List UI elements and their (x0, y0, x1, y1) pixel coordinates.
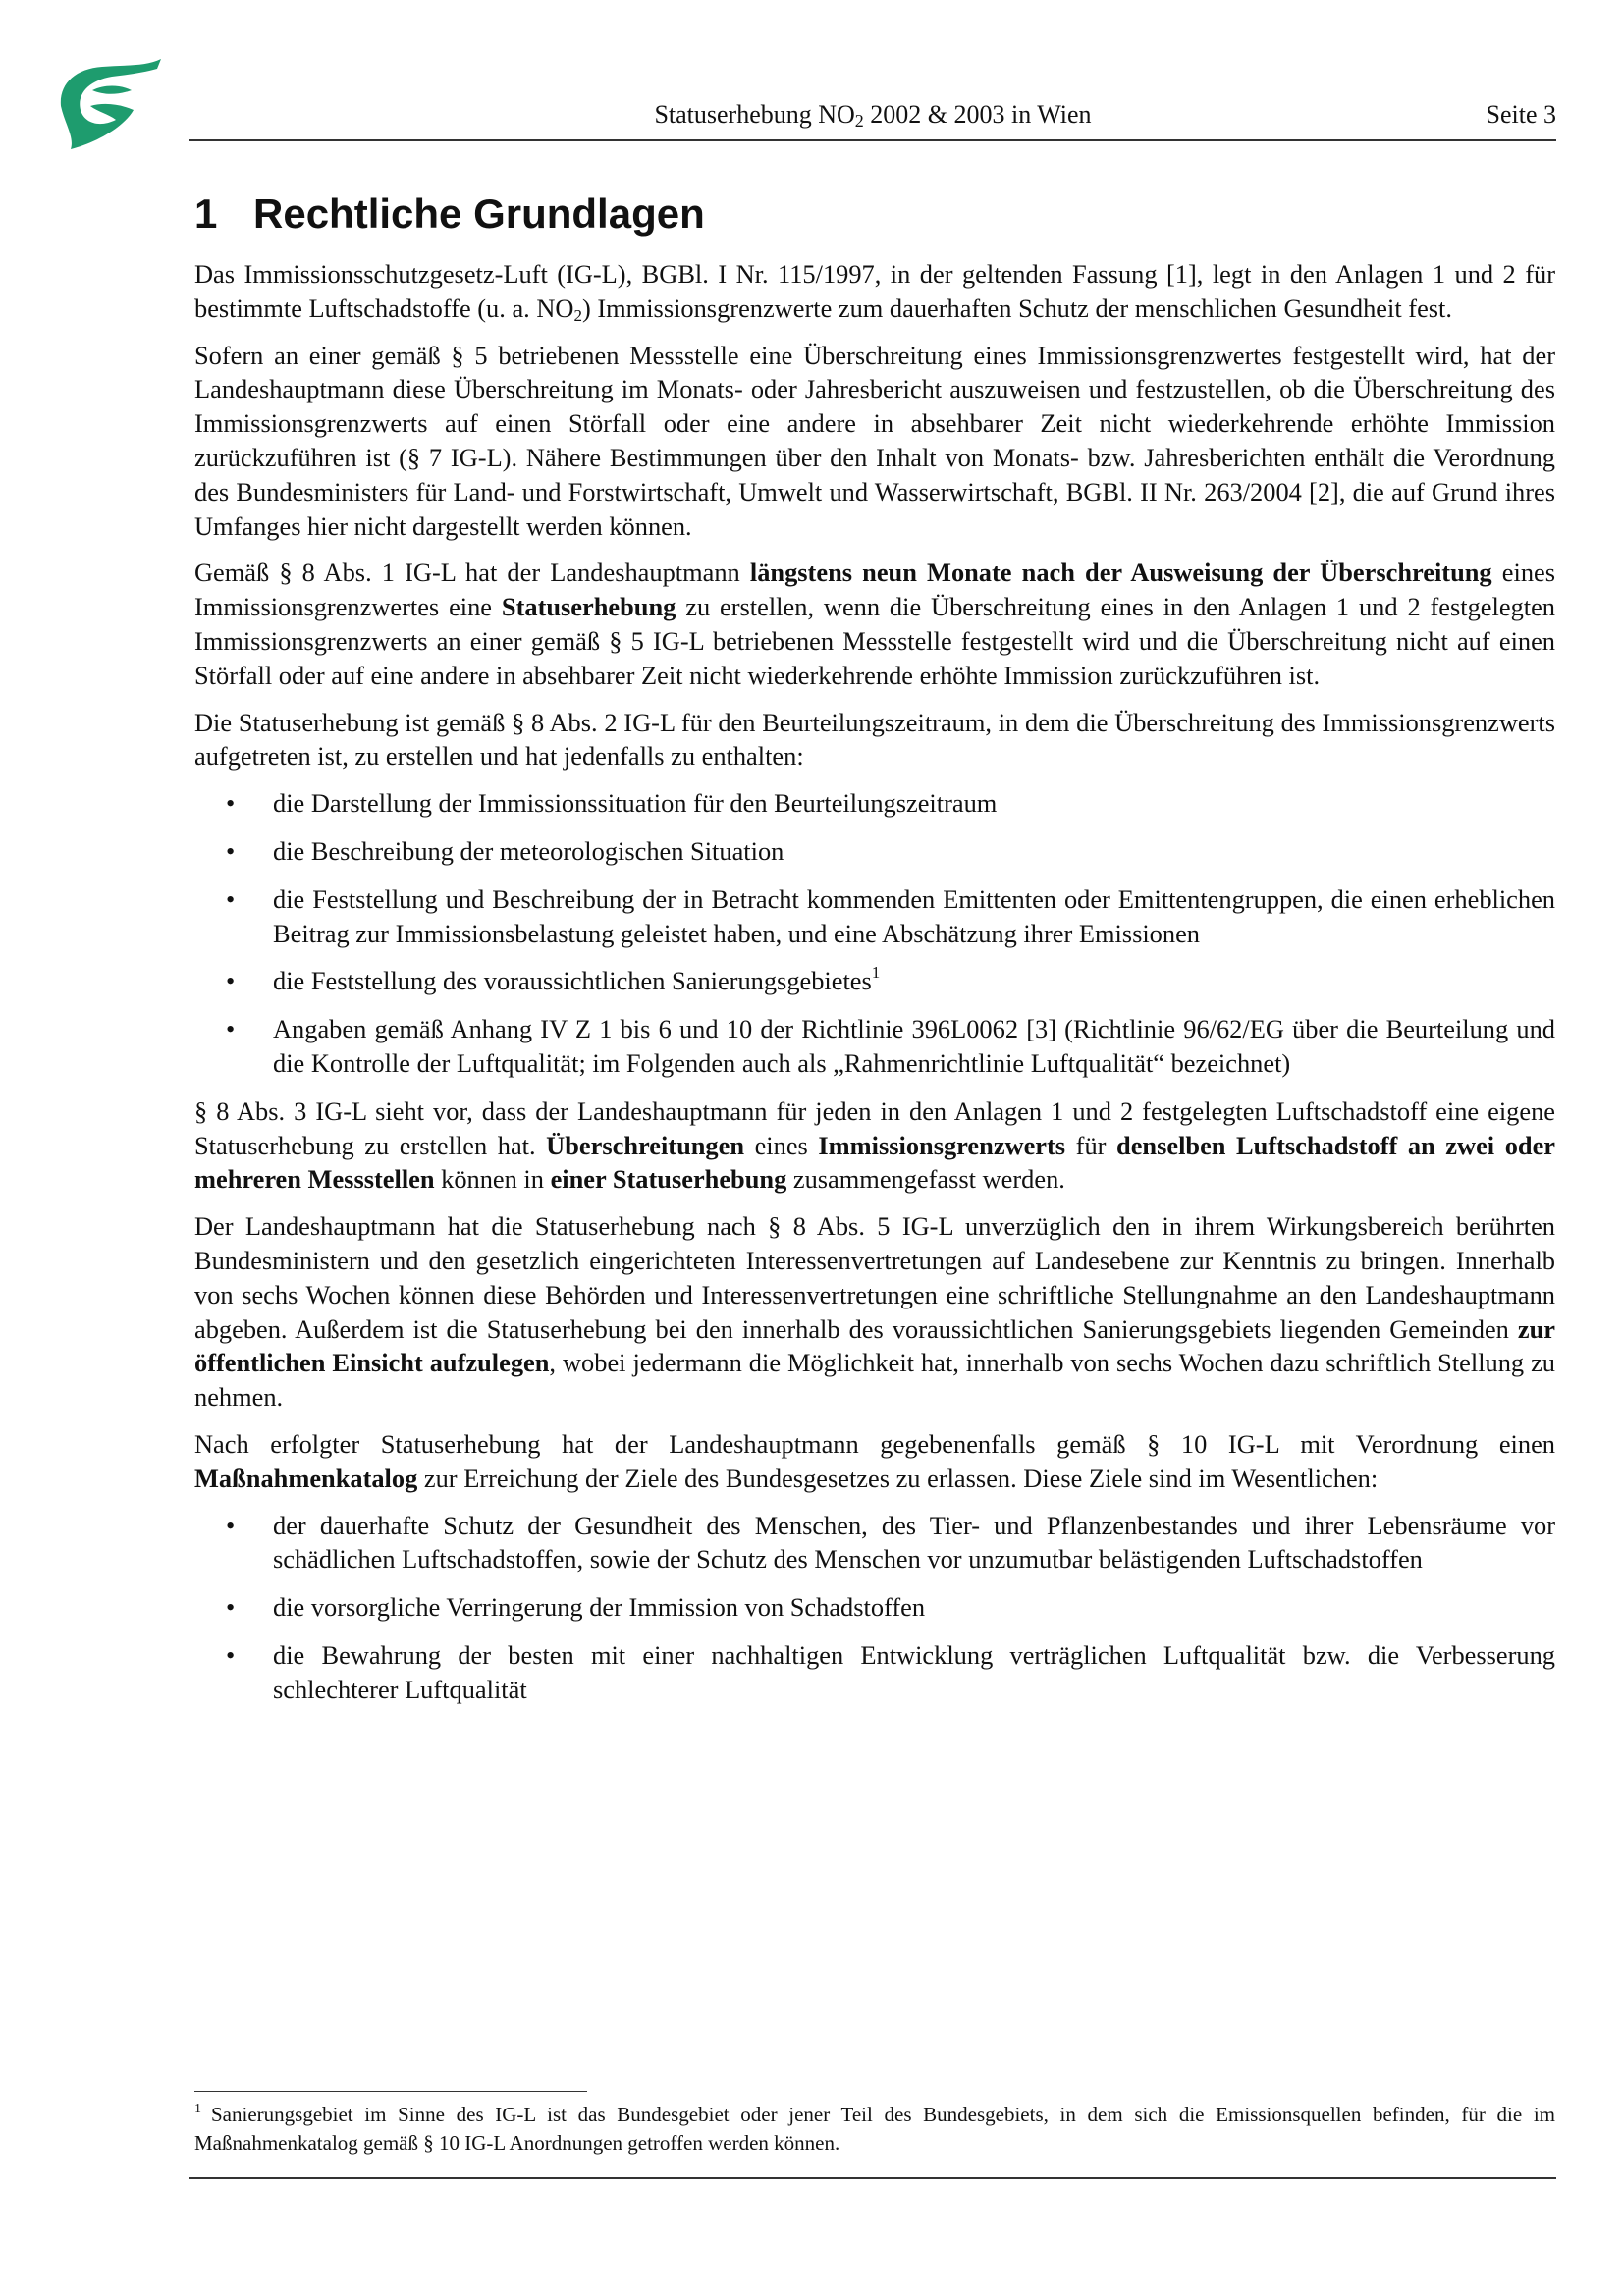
page-number: Seite 3 (1486, 100, 1556, 129)
requirements-list (194, 786, 1555, 1081)
footnote-divider (194, 2091, 587, 2092)
document-body (194, 187, 1555, 1720)
page-header (189, 96, 1556, 141)
footnote-number: 1 (194, 2102, 201, 2116)
paragraph-1: Das Immissionsschutzgesetz-Luft (IG-L), BGBl. I Nr. 115/1997, in der geltenden Fassung [1], legt in den Anlagen 1 und 2 für bestimmte Luftschadstoffe (u. a. $NO_2$) Immissionsgrenzwerte zum dauerhaften Schutz der menschlichen Gesundheit fest. (194, 259, 1555, 325)
footnote-reference[interactable]: 1 (871, 963, 881, 983)
list-item: • die Beschreibung der meteorologischen Situation (226, 835, 784, 866)
header-title: Statuserhebung $NO_2$ 2002 & 2003 in Wien (654, 100, 1092, 131)
section-number: 1 (194, 190, 218, 237)
list-item: • die vorsorgliche Verringerung der Immission von Schadstoffen (226, 1592, 926, 1623)
section-heading (194, 187, 1555, 241)
section-title: Rechtliche Grundlagen (253, 190, 705, 237)
page-bottom-divider (189, 2177, 1556, 2179)
paragraph-3: Gemäß § 8 Abs. 1 IG-L hat der Landeshauptmann längstens neun Monate nach der Ausweisung der Überschreitung eines Immissionsgrenzwertes eine Statuserhebung zu erstellen, wenn die Überschreitung eines in den Anlagen 1 und 2 festgelegten Immissionsgrenzwerts an einer gemäß § 5 IG-L betriebenen Messstelle festgestellt wird und die Überschreitung nicht auf einen Störfall oder auf eine andere in absehbarer Zeit nicht wiederkehrende erhöhte Immission zurückzuführen ist. (194, 558, 1556, 690)
footnote-text: Sanierungsgebiet im Sinne des IG-L ist das Bundesgebiet oder jener Teil des Bundesgebiets, in dem sich die Emissionsquellen befinden, für die im Maßnahmenkatalog gemäß § 10 IG-L Anordnungen getroffen werden können. (194, 2103, 1555, 2155)
paragraph-2: Sofern an einer gemäß § 5 betriebenen Messstelle eine Überschreitung eines Immissionsgrenzwertes festgestellt wird, hat der Landeshauptmann diese Überschreitung im Monats- oder Jahresbericht auszuweisen und festzustellen, ob die Überschreitung des Immissionsgrenzwerts auf einen Störfall oder eine andere in absehbarer Zeit nicht wiederkehrende erhöhte Immission zurückzuführen ist (§ 7 IG-L). Nähere Bestimmungen über den Inhalt von Monats- bzw. Jahresberichten enthält die Verordnung des Bundesministers für Land- und Forstwirtschaft, Umwelt und Wasserwirtschaft, BGBl. II Nr. 263/2004 [2], die auf Grund ihres Umfanges hier nicht dargestellt werden können. (194, 340, 1555, 541)
footnote (194, 2101, 1555, 2158)
list-item: • die Bewahrung der besten mit einer nachhaltigen Entwicklung verträglichen Luftqualität bzw. die Verbesserung schlechterer Luftqualität (226, 1639, 1555, 1704)
list-item: • die Darstellung der Immissionssituation für den Beurteilungszeitraum (226, 788, 998, 819)
list-item: • die Feststellung des voraussichtlichen Sanierungsgebietes$^1$ (226, 963, 881, 996)
paragraph-6: Der Landeshauptmann hat die Statuserhebung nach § 8 Abs. 5 IG-L unverzüglich den in ihrem Wirkungsbereich berührten Bundesministern und den gesetzlich eingerichteten Interessenvertretungen auf Landesebene zur Kenntnis zu bringen. Innerhalb von sechs Wochen können diese Behörden und Interessenvertretungen eine schriftliche Stellungnahme an den Landeshauptmann abgeben. Außerdem ist die Statuserhebung bei den innerhalb des voraussichtlichen Sanierungsgebiets liegenden Gemeinden zur öffentlichen Einsicht aufzulegen, wobei jedermann die Möglichkeit hat, innerhalb von sechs Wochen dazu schriftlich Stellung zu nehmen. (194, 1211, 1556, 1413)
list-item: • der dauerhafte Schutz der Gesundheit des Menschen, des Tier- und Pflanzenbestandes und ihrer Lebensräume vor schädlichen Luftschadstoffen, sowie der Schutz des Menschen vor unzumutbar belästigenden Luftschadstoffen (226, 1510, 1555, 1575)
paragraph-7: Nach erfolgter Statuserhebung hat der Landeshauptmann gegebenenfalls gemäß § 10 IG-L mit Verordnung einen Maßnahmenkatalog zur Erreichung der Ziele des Bundesgesetzes zu erlassen. Diese Ziele sind im Wesentlichen: (194, 1428, 1555, 1493)
paragraph-4: Die Statuserhebung ist gemäß § 8 Abs. 2 IG-L für den Beurteilungszeitraum, in dem die Überschreitung des Immissionsgrenzwerts aufgetreten ist, zu erstellen und hat jedenfalls zu enthalten: (194, 707, 1555, 772)
goals-list (194, 1509, 1555, 1707)
logo-icon (55, 55, 165, 153)
paragraph-5: § 8 Abs. 3 IG-L sieht vor, dass der Landeshauptmann für jeden in den Anlagen 1 und 2 festgelegten Luftschadstoff eine eigene Statuserhebung zu erstellen hat. Überschreitungen eines Immissionsgrenzwerts für denselben Luftschadstoff an zwei oder mehreren Messstellen können in einer Statuserhebung zusammengefasst werden. (194, 1095, 1555, 1195)
list-item: • die Feststellung und Beschreibung der in Betracht kommenden Emittenten oder Emittentengruppen, die einen erheblichen Beitrag zur Immissionsbelastung geleistet haben, und eine Abschätzung ihrer Emissionen (226, 883, 1555, 948)
list-item: • Angaben gemäß Anhang IV Z 1 bis 6 und 10 der Richtlinie 396L0062 [3] (Richtlinie 96/62/EG über die Beurteilung und die Kontrolle der Luftqualität; im Folgenden auch als „Rahmenrichtlinie Luftqualität“ bezeichnet) (226, 1014, 1555, 1078)
